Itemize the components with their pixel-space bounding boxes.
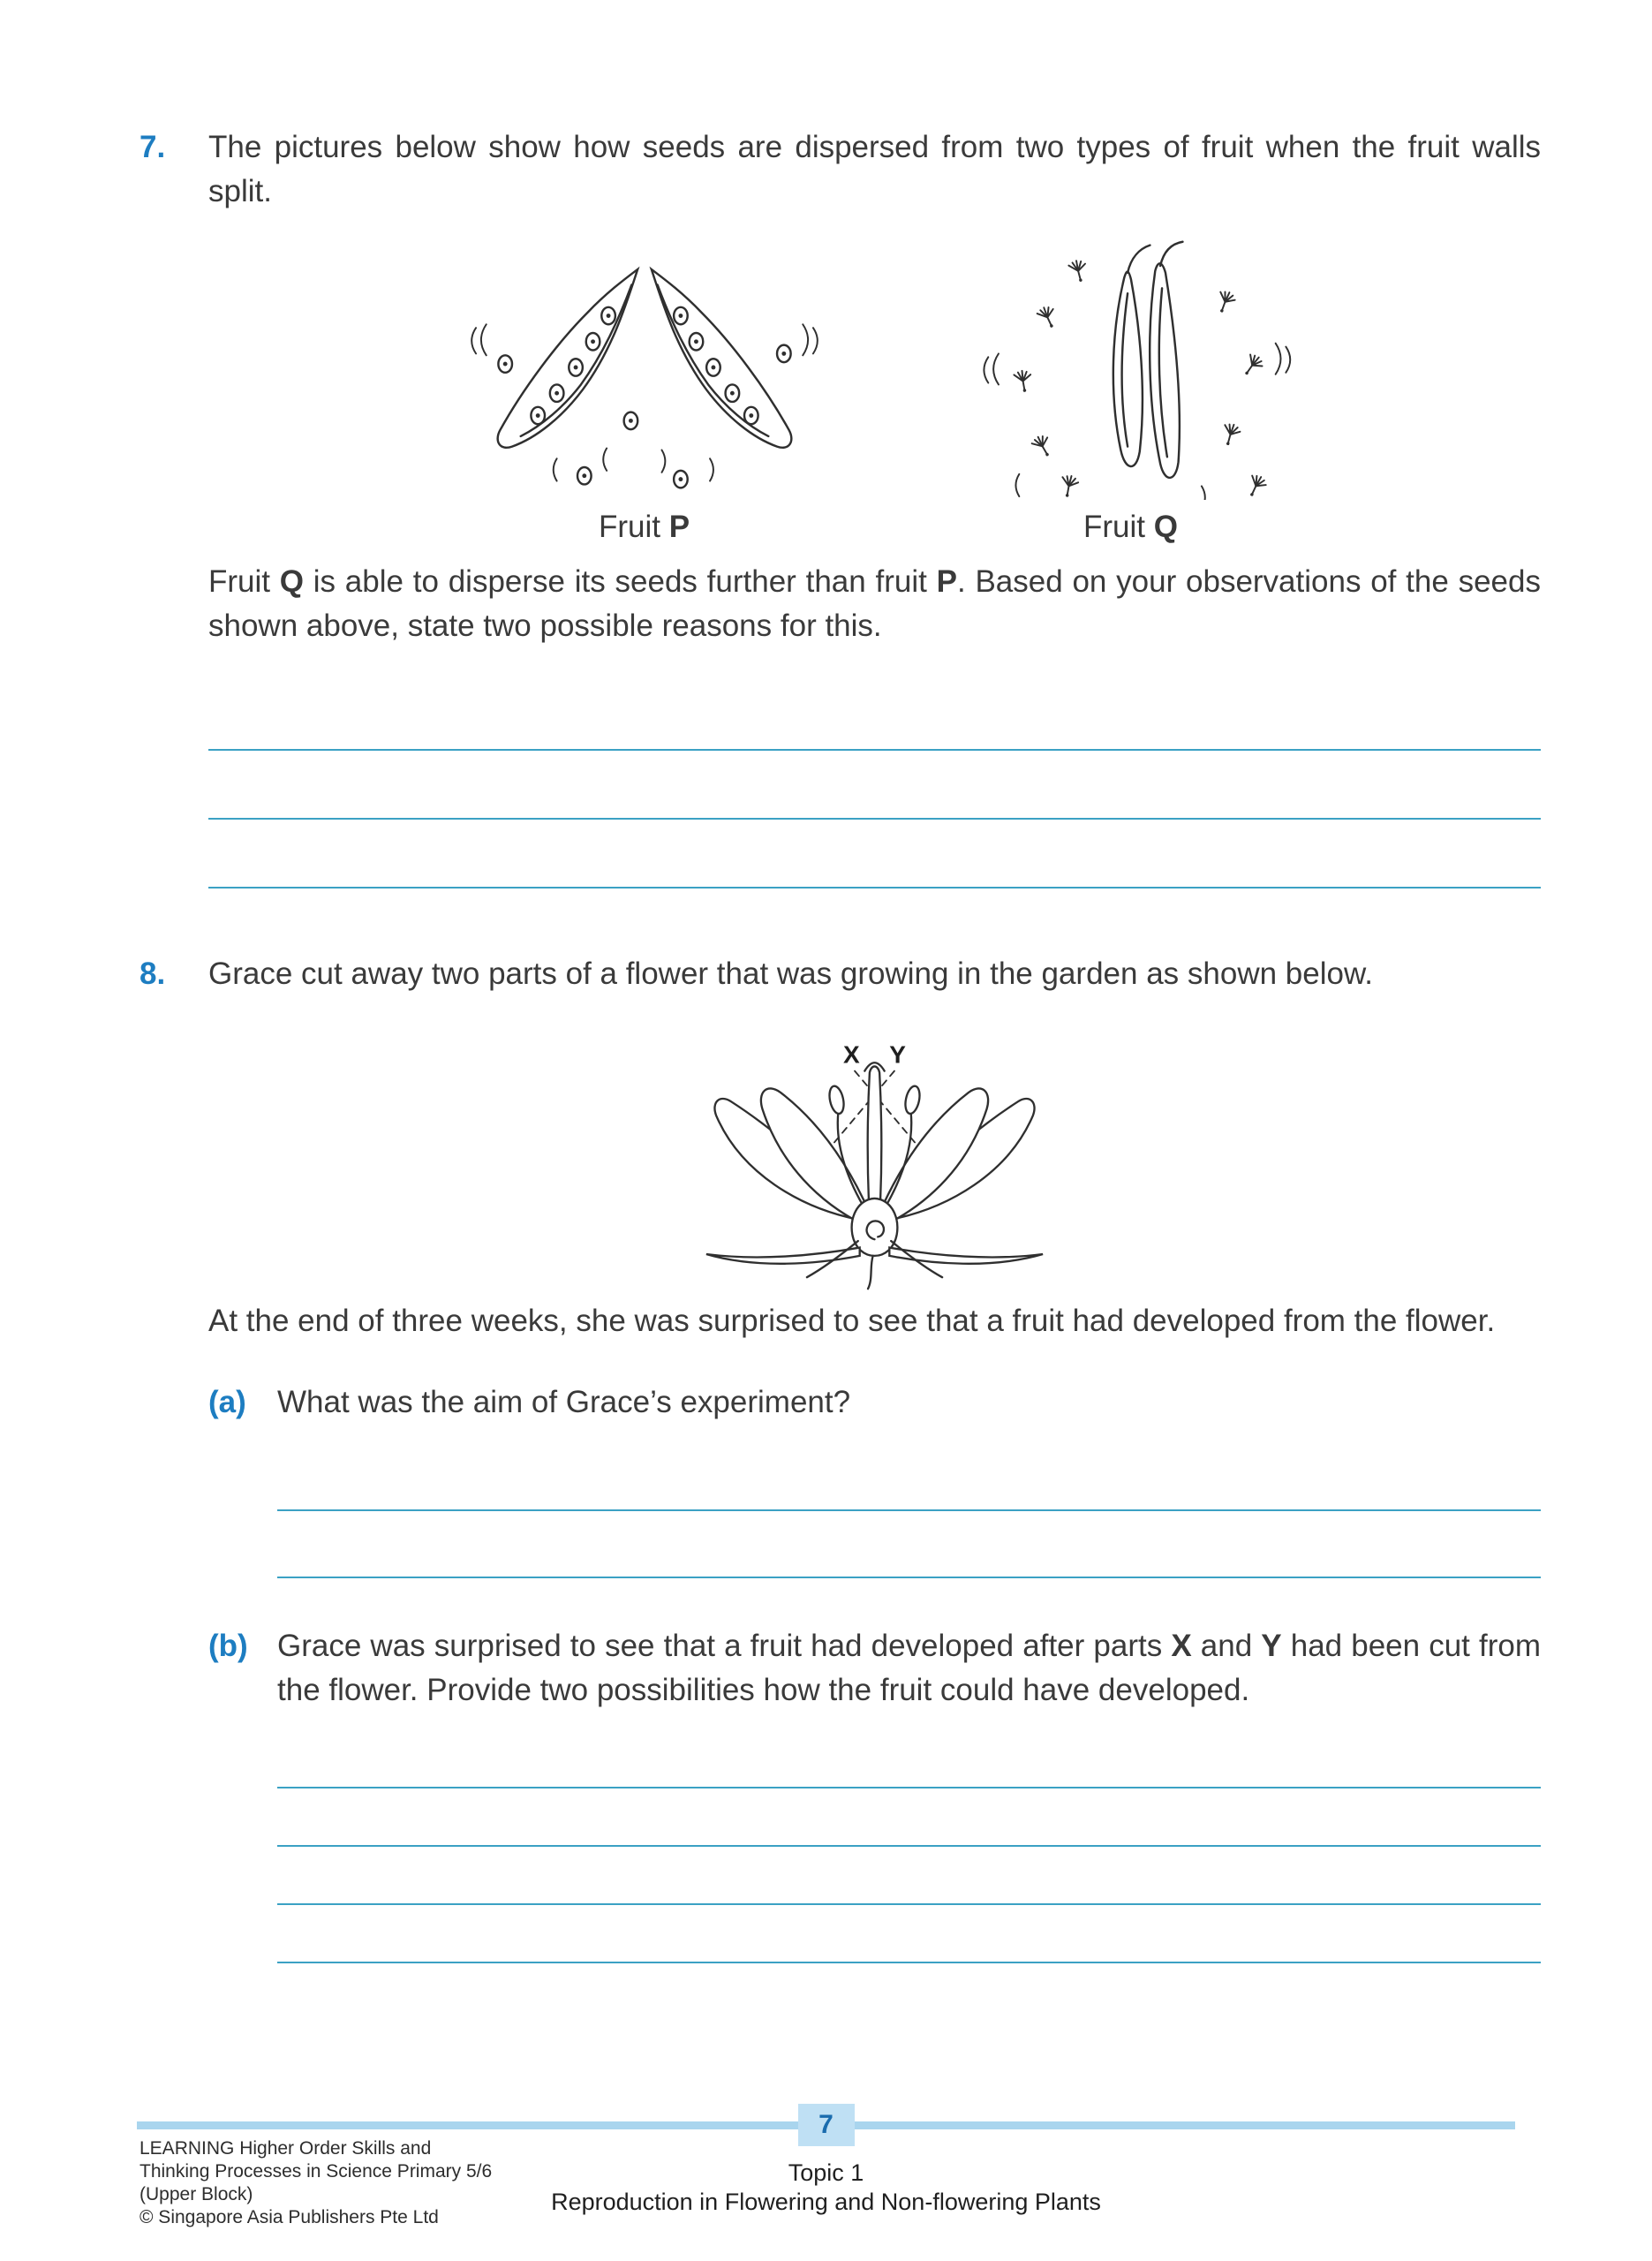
answer-line bbox=[208, 820, 1541, 889]
question-8-number: 8. bbox=[140, 957, 166, 991]
answer-line bbox=[277, 1905, 1541, 1963]
fruit-p-caption: Fruit P bbox=[598, 510, 690, 544]
answer-line bbox=[277, 1847, 1541, 1905]
sub-question-b-label: (b) bbox=[208, 1629, 248, 1663]
footer-topic-title: Reproduction in Flowering and Non-flowering Plants bbox=[551, 2189, 1101, 2215]
flower-illustration bbox=[652, 1003, 1098, 1292]
b-answer-lines bbox=[277, 1730, 1541, 1963]
sub-question-b bbox=[208, 1624, 1541, 1963]
footer-topic-block bbox=[0, 2159, 1652, 2217]
fruit-p-figure bbox=[455, 233, 834, 549]
sub-question-a-label: (a) bbox=[208, 1385, 246, 1419]
footer-topic: Topic 1 bbox=[788, 2159, 864, 2186]
fruit-q-figure bbox=[967, 233, 1295, 549]
fruit-q-illustration bbox=[967, 233, 1295, 500]
question-7-number: 7. bbox=[140, 130, 166, 164]
question-7 bbox=[140, 125, 1541, 889]
flower-label-x: X bbox=[842, 1040, 860, 1069]
question-8-intro: Grace cut away two parts of a flower that was growing in the garden as shown below. bbox=[208, 957, 1374, 991]
sub-question-a-text: What was the aim of Grace’s experiment? bbox=[277, 1385, 851, 1419]
flower-label-y: Y bbox=[889, 1040, 907, 1069]
a-answer-lines bbox=[277, 1444, 1541, 1578]
page-number: 7 bbox=[818, 2110, 834, 2139]
fruit-p-illustration bbox=[455, 233, 834, 500]
answer-line bbox=[277, 1788, 1541, 1847]
imprint-line: (Upper Block) bbox=[140, 2184, 253, 2204]
answer-line bbox=[277, 1511, 1541, 1578]
imprint-line: © Singapore Asia Publishers Pte Ltd bbox=[140, 2207, 439, 2227]
imprint-line: LEARNING Higher Order Skills and bbox=[140, 2138, 432, 2159]
q7-answer-lines bbox=[208, 682, 1541, 889]
answer-line bbox=[277, 1730, 1541, 1788]
sub-question-b-text: Grace was surprised to see that a fruit had developed after parts X and Y had been cut from the flower. Provide two possibilities how the fruit could have developed. bbox=[277, 1629, 1541, 1707]
answer-line bbox=[208, 751, 1541, 820]
q7-figures bbox=[208, 233, 1541, 549]
sub-question-a bbox=[208, 1380, 1541, 1578]
q7-observation-text: Fruit Q is able to disperse its seeds further than fruit P. Based on your observations of the seeds shown above, state two possible reasons for this. bbox=[208, 564, 1541, 643]
imprint-line: Thinking Processes in Science Primary 5/6 bbox=[140, 2161, 493, 2182]
question-8 bbox=[140, 952, 1541, 1963]
question-7-intro: The pictures below show how seeds are dispersed from two types of fruit when the fruit walls split. bbox=[208, 130, 1541, 208]
flower-figure bbox=[208, 1003, 1541, 1292]
fruit-q-caption: Fruit Q bbox=[1083, 510, 1178, 544]
q8-context-text: At the end of three weeks, she was surprised to see that a fruit had developed from the flower. bbox=[208, 1304, 1496, 1338]
answer-line bbox=[208, 682, 1541, 751]
answer-line bbox=[277, 1444, 1541, 1511]
page-number-box bbox=[798, 2104, 855, 2146]
